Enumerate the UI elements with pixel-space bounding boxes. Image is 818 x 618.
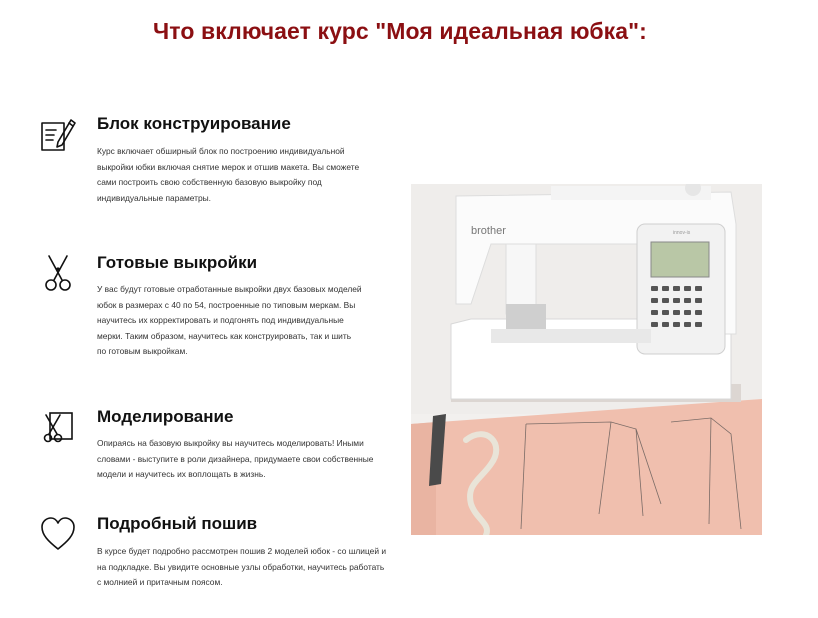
- pencil-paper-icon: [38, 114, 78, 154]
- page-title: Что включает курс "Моя идеальная юбка":: [153, 18, 647, 44]
- feature-heading: Подробный пошив: [97, 514, 258, 533]
- sewing-machine-photo: [411, 184, 762, 535]
- feature-text: У вас будут готовые отработанные выкройки двух базовых моделей юбок в размерах с 40 по 54, построенные по типовым меркам. Вы научитесь их корректировать и подгонять под индивидуальные мерки. Таким образом, научитесь как конструировать, так и шить по готовым выкройкам.: [97, 284, 362, 356]
- machine-brand: brother: [471, 225, 506, 237]
- scissors-icon: [38, 253, 78, 293]
- feature-text: В курсе будет подробно рассмотрен пошив 2 моделей юбок - со шлицей и на подкладке. Вы увидите основные узлы обработки, научитесь работать с молнией и притачным поясом.: [97, 546, 387, 587]
- scissors-square-icon: [38, 407, 78, 447]
- heart-icon: [38, 514, 78, 554]
- feature-heading: Моделирование: [97, 407, 234, 426]
- feature-heading: Блок конструирование: [97, 114, 291, 133]
- feature-heading: Готовые выкройки: [97, 253, 258, 272]
- feature-text: Опираясь на базовую выкройку вы научитесь моделировать! Иными словами - выступите в роли дизайнера, придумаете свои собственные модели и научитесь их воплощать в жизнь.: [97, 438, 374, 479]
- feature-text: Курс включает обширный блок по построению индивидуальной выкройки юбки включая снятие мерок и отшив макета. Вы сможете сами построить свою собственную базовую выкройку под индивидуальные параметры.: [97, 146, 360, 203]
- panel-label: innov-is: [673, 230, 691, 236]
